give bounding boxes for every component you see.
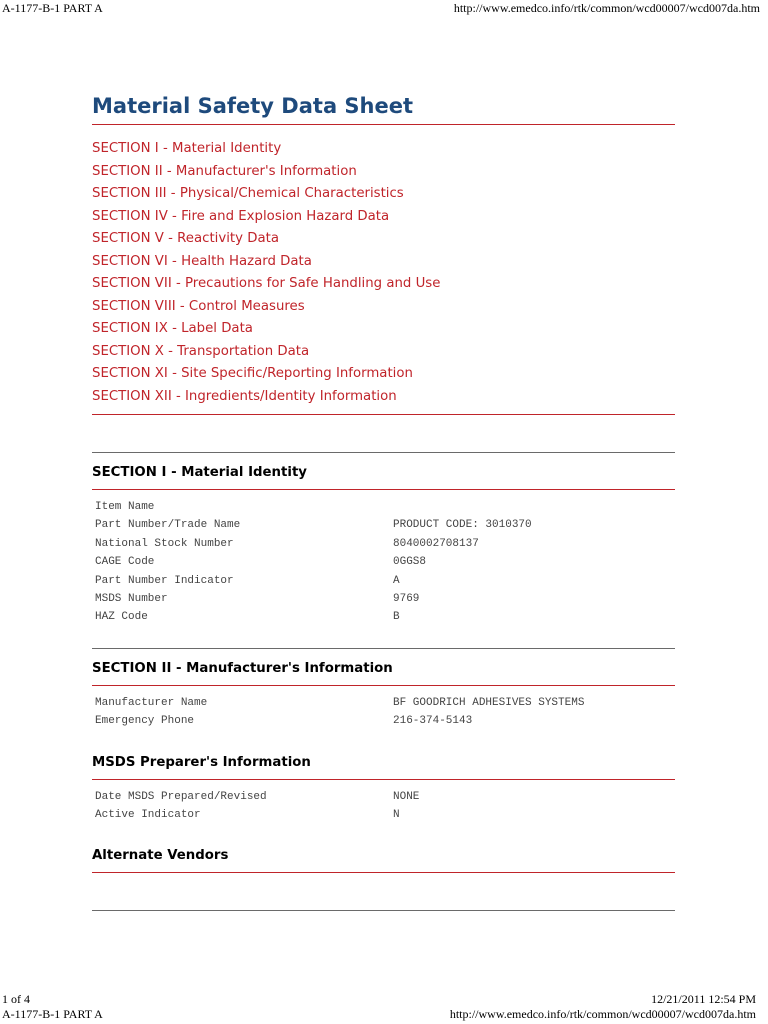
toc-item [92,227,675,250]
field-label: Emergency Phone [95,715,195,728]
toc-link-section-12[interactable]: SECTION XII - Ingredients/Identity Information [92,388,397,404]
field-label: Item Name [95,501,155,513]
toc-item [92,385,675,408]
toc-link-section-2[interactable]: SECTION II - Manufacturer's Information [92,163,357,179]
toc-item [92,160,675,183]
field-label: Part Number/Trade Name [95,519,241,532]
field-label: Active Indicator [95,808,201,821]
toc-item [92,295,675,318]
print-header-url: http://www.emedco.info/rtk/common/wcd00007/wcd007da.htm [453,1,760,15]
toc-item [92,182,675,205]
section-2-heading: SECTION II - Manufacturer's Information [92,660,393,676]
preparer-table [92,788,675,825]
table-row [92,590,675,608]
print-footer [0,992,768,1024]
toc-link-section-10[interactable]: SECTION X - Transportation Data [92,343,310,359]
page-title: Material Safety Data Sheet [92,94,414,118]
table-of-contents [92,137,675,407]
print-footer-url: http://www.emedco.info/rtk/common/wcd00007/wcd007da.htm [449,1007,756,1021]
next-section-top-rule [92,910,675,911]
section-1-divider [92,489,675,490]
preparer-heading: MSDS Preparer's Information [92,754,311,770]
field-label: Manufacturer Name [95,696,208,709]
field-label: HAZ Code [95,611,148,624]
field-label: Date MSDS Prepared/Revised [95,790,267,803]
field-value: 9769 [393,592,420,605]
field-value: N [393,808,400,821]
toc-item [92,317,675,340]
table-row [92,788,675,806]
table-row [92,535,675,553]
field-label: CAGE Code [95,556,155,569]
title-divider [92,124,675,125]
section-1-table [92,498,675,627]
msds-document [92,90,675,911]
table-row [92,694,675,712]
section-2-table [92,694,675,731]
toc-link-section-7[interactable]: SECTION VII - Precautions for Safe Handling and Use [92,276,441,291]
table-row [92,712,675,730]
toc-link-section-1[interactable]: SECTION I - Material Identity [92,141,282,156]
preparer-divider [92,779,675,780]
field-value: PRODUCT CODE: 3010370 [393,519,532,532]
toc-item [92,362,675,385]
field-value: NONE [393,790,420,803]
field-value: 0GGS8 [393,556,427,569]
toc-link-section-3[interactable]: SECTION III - Physical/Chemical Characteristics [92,186,404,201]
page-number: 1 of 4 [2,992,30,1006]
field-value: 8040002708137 [393,537,479,550]
table-row [92,608,675,626]
print-datetime: 12/21/2011 12:54 PM [651,992,756,1006]
section-1-top-rule [92,452,675,453]
section-1-heading: SECTION I - Material Identity [92,465,307,480]
table-row [92,498,675,516]
field-value: BF GOODRICH ADHESIVES SYSTEMS [393,696,585,709]
toc-link-section-4[interactable]: SECTION IV - Fire and Explosion Hazard Data [92,208,390,224]
toc-link-section-9[interactable]: SECTION IX - Label Data [92,321,253,336]
toc-link-section-5[interactable]: SECTION V - Reactivity Data [92,231,279,246]
print-header [0,0,768,16]
section-2-top-rule [92,648,675,649]
print-header-doc-id: A-1177-B-1 PART A [2,1,103,15]
section-2-divider [92,685,675,686]
toc-item [92,137,675,160]
field-label: National Stock Number [95,537,234,550]
toc-link-section-11[interactable]: SECTION XI - Site Specific/Reporting Information [92,366,413,381]
field-value: 216-374-5143 [393,715,473,728]
field-label: Part Number Indicator [95,574,234,587]
alternate-vendors-heading: Alternate Vendors [92,848,229,864]
field-value: A [393,574,400,587]
toc-link-section-6[interactable]: SECTION VI - Health Hazard Data [92,253,312,269]
table-row [92,806,675,824]
table-row [92,553,675,571]
table-row [92,516,675,534]
toc-item [92,340,675,363]
field-value: B [393,611,400,624]
table-row [92,572,675,590]
toc-item [92,250,675,273]
toc-item [92,272,675,295]
field-label: MSDS Number [95,592,168,605]
print-footer-doc-id: A-1177-B-1 PART A [2,1007,103,1021]
toc-link-section-8[interactable]: SECTION VIII - Control Measures [92,298,305,314]
toc-item [92,205,675,228]
